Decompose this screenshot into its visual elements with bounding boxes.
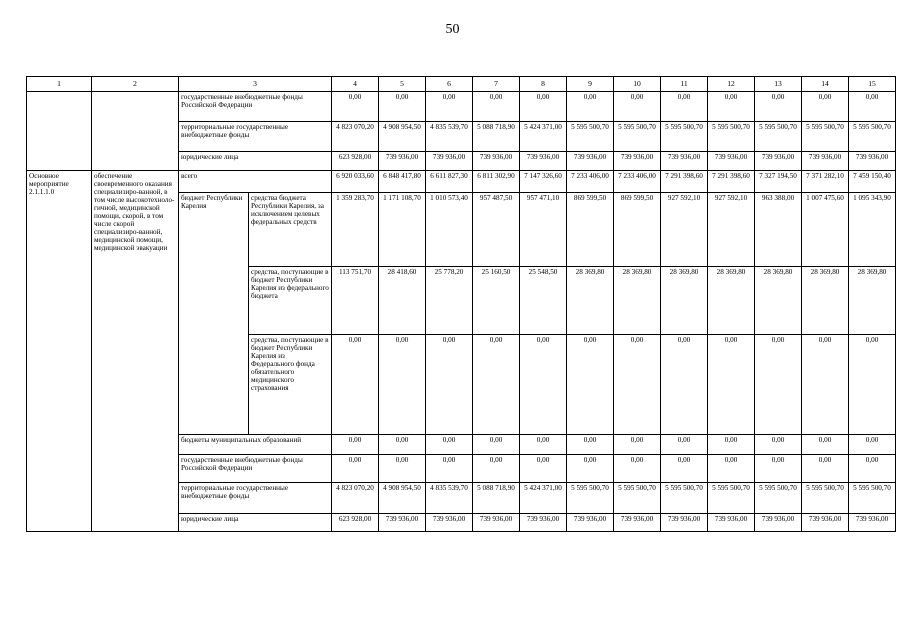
value-cell: 739 936,00 (661, 152, 708, 171)
budget-label: бюджет Республики Карелия (179, 193, 249, 435)
value-cell: 0,00 (332, 92, 379, 122)
value-cell: 6 611 827,30 (426, 171, 473, 193)
value-cell: 1 171 108,70 (379, 193, 426, 267)
value-cell: 0,00 (849, 335, 896, 435)
value-cell: 739 936,00 (849, 514, 896, 532)
value-cell: 5 595 500,70 (614, 122, 661, 152)
value-cell: 739 936,00 (755, 514, 802, 532)
value-cell: 0,00 (614, 435, 661, 455)
value-cell: 739 936,00 (614, 152, 661, 171)
value-cell: 0,00 (426, 455, 473, 483)
header-cell: 3 (179, 77, 332, 92)
value-cell: 739 936,00 (473, 152, 520, 171)
value-cell: 0,00 (661, 335, 708, 435)
value-cell: 0,00 (520, 92, 567, 122)
continuation-cell-col2 (92, 92, 179, 171)
value-cell: 7 233 406,00 (567, 171, 614, 193)
value-cell: 0,00 (849, 435, 896, 455)
value-cell: 4 823 070,20 (332, 483, 379, 514)
header-cell: 11 (661, 77, 708, 92)
value-cell: 0,00 (567, 435, 614, 455)
value-cell: 5 088 718,90 (473, 122, 520, 152)
value-cell: 739 936,00 (849, 152, 896, 171)
budget-table (26, 76, 896, 532)
value-cell: 957 471,10 (520, 193, 567, 267)
value-cell: 0,00 (755, 92, 802, 122)
source-label: юридические лица (179, 514, 332, 532)
value-cell: 0,00 (567, 455, 614, 483)
value-cell: 4 835 539,70 (426, 122, 473, 152)
value-cell: 0,00 (567, 92, 614, 122)
value-cell: 25 778,20 (426, 267, 473, 335)
value-cell: 5 424 371,00 (520, 122, 567, 152)
value-cell: 0,00 (567, 335, 614, 435)
header-cell: 13 (755, 77, 802, 92)
header-cell: 8 (520, 77, 567, 92)
source-label: всего (179, 171, 332, 193)
value-cell: 0,00 (332, 455, 379, 483)
value-cell: 0,00 (802, 335, 849, 435)
value-cell: 0,00 (379, 92, 426, 122)
value-cell: 5 088 718,90 (473, 483, 520, 514)
value-cell: 739 936,00 (379, 514, 426, 532)
value-cell: 0,00 (332, 435, 379, 455)
value-cell: 1 007 475,60 (802, 193, 849, 267)
header-cell: 10 (614, 77, 661, 92)
value-cell: 0,00 (708, 435, 755, 455)
activity-code: Основное мероприятие 2.1.1.1.0 (27, 171, 92, 532)
value-cell: 28 418,60 (379, 267, 426, 335)
value-cell: 28 369,80 (849, 267, 896, 335)
activity-description: обеспечение своевременного оказания специализиро-ванной, в том числе высокотехноло-гичной, медицинской помощи, скорой, в том числе скорой специализиро-ванной, медицинской помощи, медицинской эвакуации (92, 171, 179, 532)
value-cell: 869 599,50 (614, 193, 661, 267)
value-cell: 739 936,00 (520, 152, 567, 171)
source-label: государственные внебюджетные фонды Российской Федерации (179, 92, 332, 122)
value-cell: 1 010 573,40 (426, 193, 473, 267)
value-cell: 0,00 (379, 335, 426, 435)
value-cell: 869 599,50 (567, 193, 614, 267)
value-cell: 7 147 326,60 (520, 171, 567, 193)
value-cell: 28 369,80 (567, 267, 614, 335)
value-cell: 4 908 954,50 (379, 122, 426, 152)
value-cell: 0,00 (802, 455, 849, 483)
value-cell: 0,00 (332, 335, 379, 435)
value-cell: 0,00 (849, 455, 896, 483)
header-cell: 6 (426, 77, 473, 92)
value-cell: 5 595 500,70 (802, 483, 849, 514)
value-cell: 4 835 539,70 (426, 483, 473, 514)
value-cell: 28 369,80 (661, 267, 708, 335)
value-cell: 0,00 (708, 92, 755, 122)
source-label: территориальные государственные внебюджетные фонды (179, 483, 332, 514)
value-cell: 623 928,00 (332, 514, 379, 532)
header-cell: 9 (567, 77, 614, 92)
value-cell: 739 936,00 (661, 514, 708, 532)
value-cell: 739 936,00 (755, 152, 802, 171)
value-cell: 5 595 500,70 (661, 483, 708, 514)
value-cell: 5 595 500,70 (614, 483, 661, 514)
value-cell: 7 291 398,60 (708, 171, 755, 193)
value-cell: 28 369,80 (802, 267, 849, 335)
value-cell: 0,00 (379, 435, 426, 455)
value-cell: 927 592,10 (708, 193, 755, 267)
value-cell: 0,00 (802, 92, 849, 122)
value-cell: 0,00 (426, 335, 473, 435)
value-cell: 739 936,00 (614, 514, 661, 532)
value-cell: 5 595 500,70 (755, 122, 802, 152)
value-cell: 5 595 500,70 (708, 483, 755, 514)
value-cell: 739 936,00 (426, 152, 473, 171)
header-row (27, 77, 896, 92)
value-cell: 0,00 (755, 455, 802, 483)
value-cell: 0,00 (802, 435, 849, 455)
header-cell: 2 (92, 77, 179, 92)
header-cell: 12 (708, 77, 755, 92)
value-cell: 4 823 070,20 (332, 122, 379, 152)
value-cell: 739 936,00 (802, 514, 849, 532)
value-cell: 1 359 283,70 (332, 193, 379, 267)
value-cell: 0,00 (426, 92, 473, 122)
value-cell: 0,00 (755, 435, 802, 455)
value-cell: 739 936,00 (379, 152, 426, 171)
value-cell: 0,00 (473, 455, 520, 483)
value-cell: 0,00 (708, 335, 755, 435)
value-cell: 5 595 500,70 (755, 483, 802, 514)
value-cell: 6 811 302,90 (473, 171, 520, 193)
value-cell: 5 424 371,00 (520, 483, 567, 514)
value-cell: 739 936,00 (520, 514, 567, 532)
value-cell: 5 595 500,70 (849, 483, 896, 514)
value-cell: 0,00 (614, 92, 661, 122)
value-cell: 963 388,00 (755, 193, 802, 267)
value-cell: 5 595 500,70 (849, 122, 896, 152)
header-cell: 1 (27, 77, 92, 92)
table-row (27, 92, 896, 122)
value-cell: 5 595 500,70 (567, 483, 614, 514)
source-sublabel: средства, поступающие в бюджет Республики Карелия из Федерального фонда обязательного медицинского страхования (249, 335, 332, 435)
value-cell: 5 595 500,70 (708, 122, 755, 152)
table-row (27, 171, 896, 193)
value-cell: 623 928,00 (332, 152, 379, 171)
value-cell: 5 595 500,70 (802, 122, 849, 152)
value-cell: 0,00 (426, 435, 473, 455)
value-cell: 739 936,00 (708, 152, 755, 171)
value-cell: 7 291 398,60 (661, 171, 708, 193)
page-number: 50 (445, 22, 460, 37)
value-cell: 957 487,50 (473, 193, 520, 267)
value-cell: 0,00 (755, 335, 802, 435)
value-cell: 25 160,50 (473, 267, 520, 335)
value-cell: 0,00 (661, 92, 708, 122)
source-label: бюджеты муниципальных образований (179, 435, 332, 455)
value-cell: 739 936,00 (708, 514, 755, 532)
value-cell: 25 548,50 (520, 267, 567, 335)
value-cell: 0,00 (661, 435, 708, 455)
value-cell: 0,00 (520, 435, 567, 455)
value-cell: 0,00 (520, 455, 567, 483)
value-cell: 6 848 417,80 (379, 171, 426, 193)
value-cell: 739 936,00 (567, 514, 614, 532)
value-cell: 0,00 (473, 92, 520, 122)
value-cell: 28 369,80 (614, 267, 661, 335)
value-cell: 0,00 (614, 335, 661, 435)
value-cell: 7 371 282,10 (802, 171, 849, 193)
value-cell: 7 233 406,00 (614, 171, 661, 193)
source-label: территориальные государственные внебюджетные фонды (179, 122, 332, 152)
header-cell: 7 (473, 77, 520, 92)
value-cell: 0,00 (379, 455, 426, 483)
header-cell: 5 (379, 77, 426, 92)
source-sublabel: средства, поступающие в бюджет Республики Карелия из федерального бюджета (249, 267, 332, 335)
value-cell: 0,00 (849, 92, 896, 122)
value-cell: 0,00 (473, 335, 520, 435)
value-cell: 4 908 954,50 (379, 483, 426, 514)
value-cell: 927 592,10 (661, 193, 708, 267)
value-cell: 28 369,80 (708, 267, 755, 335)
header-cell: 15 (849, 77, 896, 92)
value-cell: 739 936,00 (426, 514, 473, 532)
value-cell: 739 936,00 (802, 152, 849, 171)
source-label: юридические лица (179, 152, 332, 171)
value-cell: 0,00 (473, 435, 520, 455)
value-cell: 5 595 500,70 (567, 122, 614, 152)
value-cell: 0,00 (708, 455, 755, 483)
value-cell: 28 369,80 (755, 267, 802, 335)
value-cell: 1 095 343,90 (849, 193, 896, 267)
value-cell: 7 327 194,50 (755, 171, 802, 193)
value-cell: 0,00 (614, 455, 661, 483)
value-cell: 0,00 (661, 455, 708, 483)
continuation-cell-col1 (27, 92, 92, 171)
value-cell: 739 936,00 (567, 152, 614, 171)
value-cell: 5 595 500,70 (661, 122, 708, 152)
value-cell: 739 936,00 (473, 514, 520, 532)
source-label: государственные внебюджетные фонды Российской Федерации (179, 455, 332, 483)
value-cell: 6 920 033,60 (332, 171, 379, 193)
value-cell: 7 459 150,40 (849, 171, 896, 193)
header-cell: 14 (802, 77, 849, 92)
source-sublabel: средства бюджета Республики Карелия, за исключением целевых федеральных средств (249, 193, 332, 267)
header-cell: 4 (332, 77, 379, 92)
value-cell: 113 751,70 (332, 267, 379, 335)
value-cell: 0,00 (520, 335, 567, 435)
